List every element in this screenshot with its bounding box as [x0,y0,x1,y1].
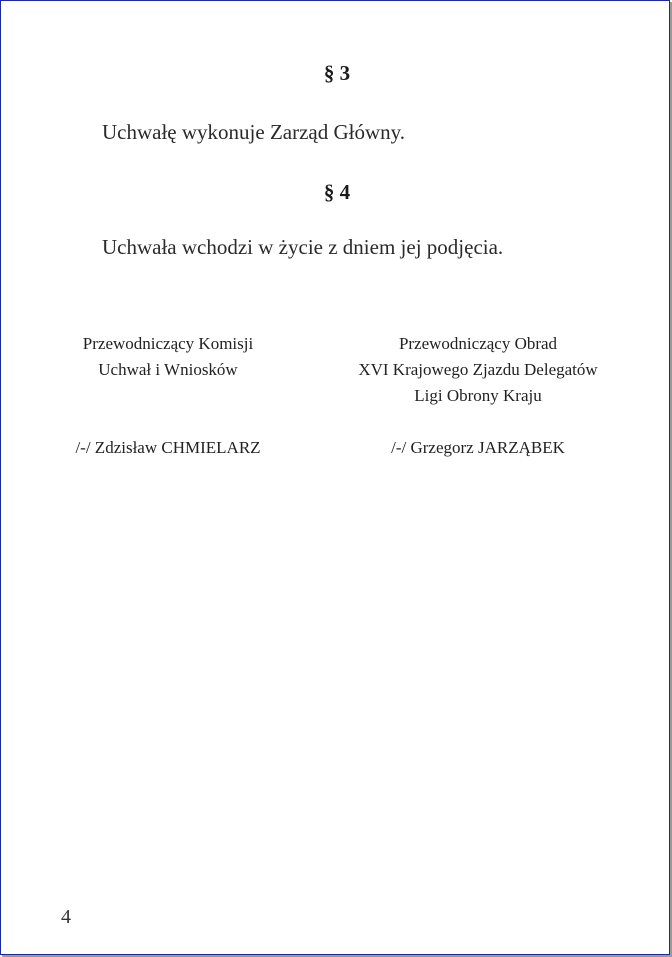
signature-right-title-line: Ligi Obrony Kraju [414,386,542,405]
section-heading-4: § 4 [323,180,351,204]
signature-right-name: /-/ Grzegorz JARZĄBEK [391,438,565,457]
section-heading-3: § 3 [323,61,351,85]
signature-left-title-line: Uchwał i Wniosków [98,360,238,379]
signature-left-title [48,331,288,383]
page-number: 4 [61,906,71,928]
paragraph-4-text: Uchwała wchodzi w życie z dniem jej podjęcia. [102,235,504,259]
signature-right-title-line: Przewodniczący Obrad [398,334,558,353]
signature-left-title-line: Przewodniczący Komisji [82,334,254,353]
signature-right-title [328,331,628,409]
signature-left-name: /-/ Zdzisław CHMIELARZ [75,438,261,457]
signature-right-title-line: XVI Krajowego Zjazdu Delegatów [358,360,598,379]
paragraph-3-text: Uchwałę wykonuje Zarząd Główny. [102,120,406,144]
